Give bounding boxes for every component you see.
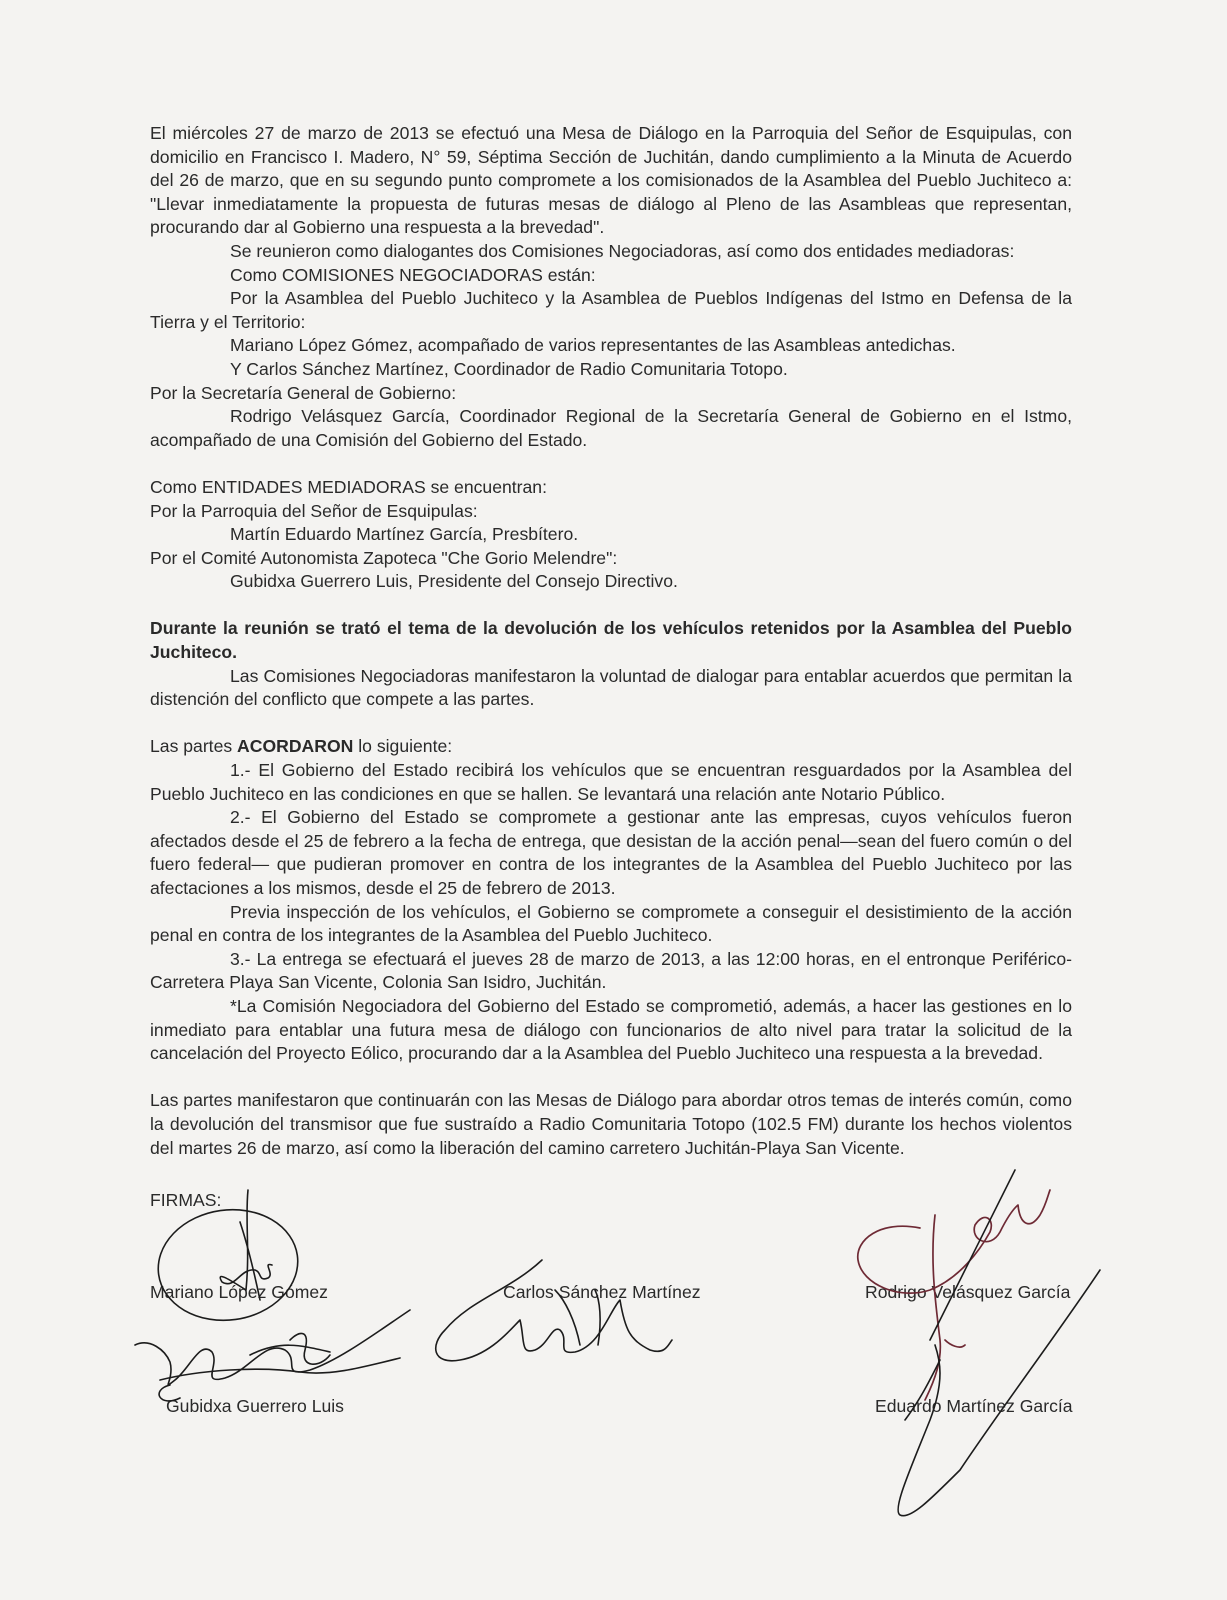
entidades-heading: Como ENTIDADES MEDIADORAS se encuentran: <box>150 476 547 497</box>
signature-name-eduardo: Eduardo Martínez García <box>875 1396 1073 1416</box>
martin-line: Martín Eduardo Martínez García, Presbítero. <box>230 524 579 545</box>
signature-name-mariano: Mariano López Gómez <box>150 1282 328 1302</box>
durante-heading: Durante la reunión se trató el tema de la devolución de los vehículos retenidos por la Asamblea del Pueblo Juchiteco. <box>150 618 1072 663</box>
carlos-line: Y Carlos Sánchez Martínez, Coordinador de Radio Comunitaria Totopo. <box>230 358 788 379</box>
signature-scribble-eduardo <box>898 1170 1100 1516</box>
cierre-paragraph: Las partes manifestaron que continuarán con las Mesas de Diálogo para abordar otros temas de interés común, como la devolución del transmisor que fue sustraído a Radio Comunitaria Totopo (102.5 FM) durante los hechos violentos del martes 26 de marzo, así como la liberación del camino carretero Juchitán-Playa San Vicente. <box>150 1090 1072 1158</box>
signature-scribble-gubidxa <box>135 1310 410 1401</box>
por-parroquia-line: Por la Parroquia del Señor de Esquipulas: <box>150 500 478 521</box>
mariano-line: Mariano López Gómez, acompañado de varios representantes de las Asambleas antedichas. <box>230 335 956 356</box>
intro-paragraph: El miércoles 27 de marzo de 2013 se efectuó una Mesa de Diálogo en la Parroquia del Señor de Esquipulas, con domicilio en Francisco I. Madero, N° 59, Séptima Sección de Juchitán, dando cumplimiento a la Minuta de Acuerdo del 26 de marzo, que en su segundo punto compromete a los comisionados de la Asamblea del Pueblo Juchiteco a: "Llevar inmediatamente la propuesta de futuras mesas de diálogo al Pleno de las Asambleas que representan, procurando dar al Gobierno una respuesta a la brevedad". <box>150 123 1072 238</box>
nota-paragraph: *La Comisión Negociadora del Gobierno del Estado se comprometió, además, a hacer las gestiones en lo inmediato para entablar una futura mesa de diálogo con funcionarios de alto nivel para tratar la solicitud de la cancelación del Proyecto Eólico, procurando dar a la Asamblea del Pueblo Juchiteco una respuesta a la brevedad. <box>150 995 1072 1064</box>
por-asamblea-line: Por la Asamblea del Pueblo Juchiteco y la Asamblea de Pueblos Indígenas del Istmo en Defensa de la Tierra y el Territorio: <box>150 288 1072 332</box>
reunieron-line: Se reunieron como dialogantes dos Comisiones Negociadoras, así como dos entidades mediadoras: <box>230 240 1015 261</box>
firmas-heading: FIRMAS: <box>150 1190 222 1210</box>
previa-paragraph: Previa inspección de los vehículos, el Gobierno se compromete a conseguir el desistimiento de la acción penal en contra de los integrantes de la Asamblea del Pueblo Juchiteco. <box>150 901 1072 946</box>
voluntad-paragraph: Las Comisiones Negociadoras manifestaron la voluntad de dialogar para entablar acuerdos que permitan la distención del conflicto que compete a las partes. <box>150 665 1072 710</box>
signature-scribble-carlos <box>436 1260 672 1361</box>
signature-name-gubidxa: Gubidxa Guerrero Luis <box>166 1396 344 1416</box>
punto-1: 1.- El Gobierno del Estado recibirá los vehículos que se encuentran resguardados por la Asamblea del Pueblo Juchiteco en las condiciones en que se hallen. Se levantará una relación ante Notario Público. <box>150 760 1072 804</box>
por-secretaria-line: Por la Secretaría General de Gobierno: <box>150 382 457 403</box>
gubidxa-line: Gubidxa Guerrero Luis, Presidente del Consejo Directivo. <box>230 571 678 592</box>
comisiones-heading: Como COMISIONES NEGOCIADORAS están: <box>230 264 596 285</box>
punto-3: 3.- La entrega se efectuará el jueves 28 de marzo de 2013, a las 12:00 horas, en el entronque Periférico-Carretera Playa San Vicente, Colonia San Isidro, Juchitán. <box>150 948 1072 993</box>
acordaron-line: Las partes ACORDARON lo siguiente: <box>150 736 453 757</box>
document-body <box>150 122 1072 1160</box>
por-comite-line: Por el Comité Autonomista Zapoteca "Che Gorio Melendre": <box>150 547 618 568</box>
signature-name-carlos: Carlos Sánchez Martínez <box>503 1282 701 1302</box>
acordaron-bold: ACORDARON <box>237 736 354 757</box>
rodrigo-line: Rodrigo Velásquez García, Coordinador Regional de la Secretaría General de Gobierno en el Istmo, acompañado de una Comisión del Gobierno del Estado. <box>150 406 1072 450</box>
signature-name-rodrigo: Rodrigo Velásquez García <box>865 1282 1071 1302</box>
punto-2: 2.- El Gobierno del Estado se compromete a gestionar ante las empresas, cuyos vehículos fueron afectados desde el 25 de febrero a la fecha de entrega, que desistan de la acción penal—sean del fuero común o del fuero federal— que pudieran promover en contra de los integrantes de la Asamblea del Pueblo Juchiteco por las afectaciones a los mismos, desde el 25 de febrero de 2013. <box>150 807 1072 898</box>
